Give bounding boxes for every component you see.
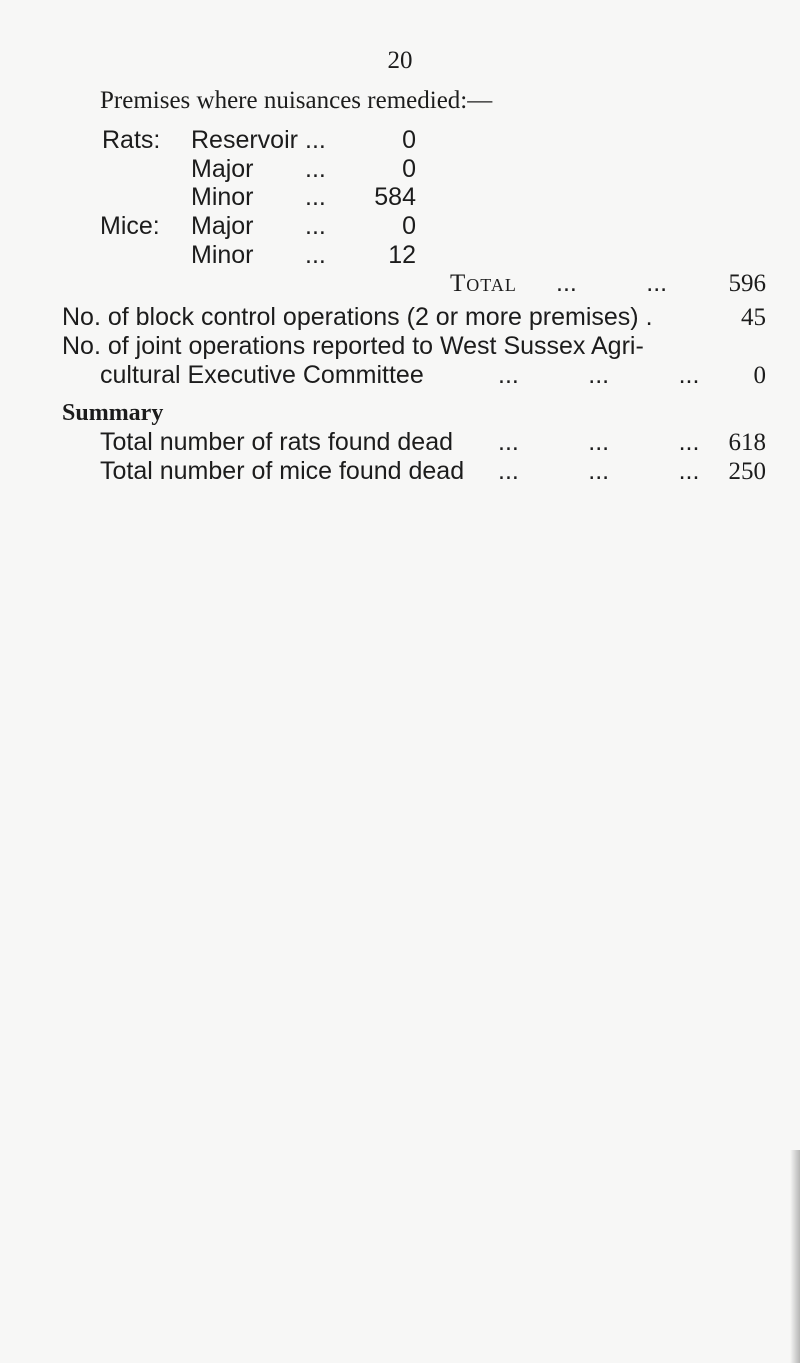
summary-label: Total number of rats found dead — [100, 428, 454, 456]
dot-leader: ... ... ... — [498, 457, 700, 485]
summary-label: Total number of mice found dead — [100, 457, 465, 485]
row-label: Major — [191, 155, 254, 183]
row-value: 0 — [402, 212, 416, 240]
row-value: 12 — [388, 241, 416, 269]
summary-value: 618 — [728, 429, 766, 456]
joint-operations-text-line1: No. of joint operations reported to West Sussex Agri- — [62, 332, 644, 360]
page-edge-shadow — [790, 1150, 800, 1363]
dot-leader: ... — [305, 241, 326, 269]
group-label-rats: Rats: — [102, 126, 161, 154]
dot-leader: ... ... ... — [498, 361, 700, 389]
row-label: Reservoir — [191, 126, 298, 154]
row-value: 0 — [402, 155, 416, 183]
dot-leader: ... — [305, 212, 326, 240]
summary-heading: Summary — [62, 400, 164, 426]
row-label: Minor — [191, 241, 254, 269]
row-label: Minor — [191, 183, 254, 211]
block-control-value: 45 — [741, 304, 766, 331]
dot-leader: ... — [305, 126, 326, 154]
dot-leader: ... ... — [556, 269, 668, 297]
dot-leader: ... — [305, 155, 326, 183]
summary-value: 250 — [728, 458, 766, 485]
total-label: Total — [450, 270, 517, 297]
premises-heading: Premises where nuisances remedied:— — [100, 87, 493, 114]
page-number: 20 — [387, 47, 413, 74]
row-label: Major — [191, 212, 254, 240]
row-value: 584 — [374, 183, 416, 211]
dot-leader: ... ... ... — [498, 428, 700, 456]
dot-leader: ... — [305, 183, 326, 211]
row-value: 0 — [402, 126, 416, 154]
total-value: 596 — [728, 270, 766, 297]
group-label-mice: Mice: — [100, 212, 160, 240]
joint-operations-text-line2: cultural Executive Committee — [100, 361, 424, 389]
block-control-text: No. of block control operations (2 or more premises) . — [62, 303, 653, 331]
joint-operations-value: 0 — [753, 362, 766, 389]
